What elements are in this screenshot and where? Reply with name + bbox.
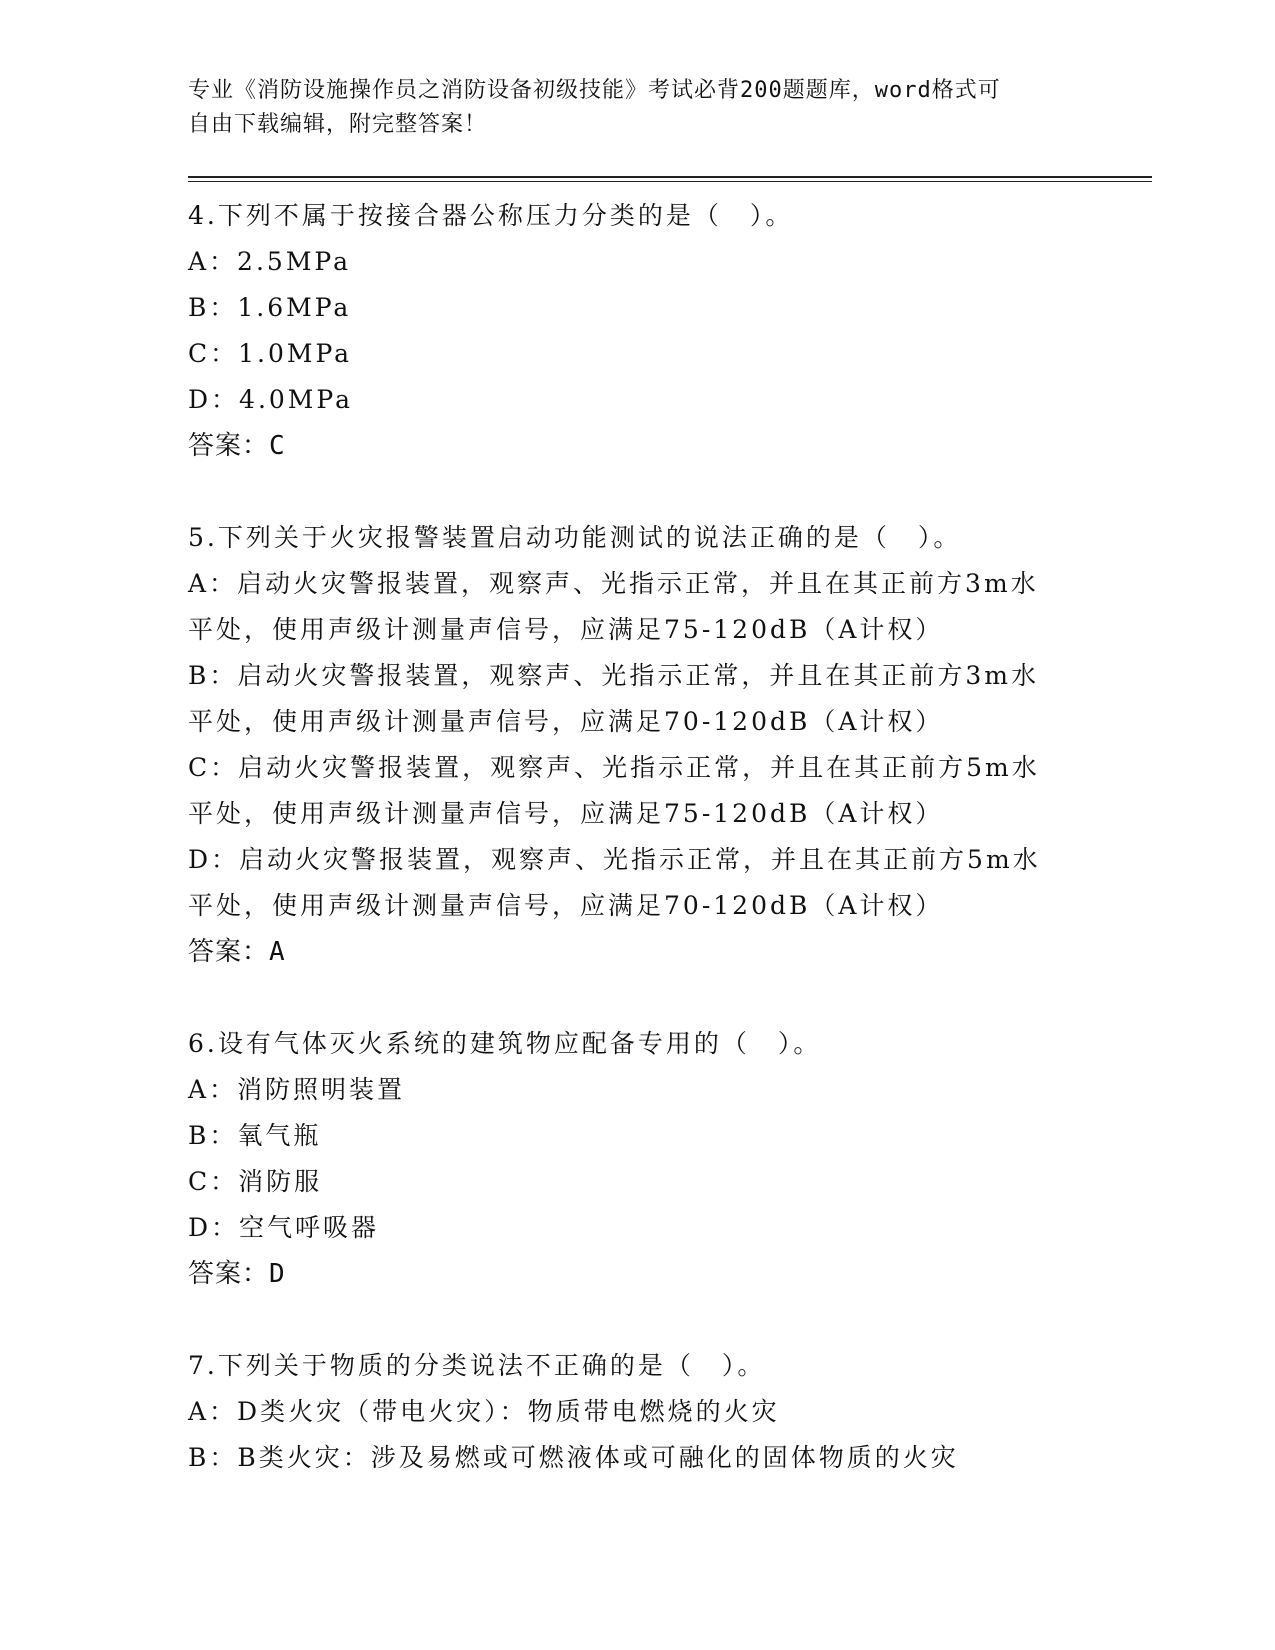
- option-c: C：消防服: [188, 1167, 323, 1196]
- header-divider-thin: [188, 181, 1152, 182]
- option-c: C：1.0MPa: [188, 339, 353, 368]
- option-d-line-2: 平处，使用声级计测量声信号，应满足70-120dB（A计权）: [188, 891, 944, 920]
- option-c-line-1: C：启动火灾警报装置，观察声、光指示正常，并且在其正前方5m水: [188, 753, 1040, 782]
- option-c-line-2: 平处，使用声级计测量声信号，应满足75-120dB（A计权）: [188, 799, 944, 828]
- question-list: [188, 193, 1088, 1481]
- option-a: A：消防照明装置: [188, 1075, 406, 1104]
- option-b: B：B类火灾：涉及易燃或可燃液体或可融化的固体物质的火灾: [188, 1443, 959, 1472]
- answer-line: 答案：D: [188, 1259, 286, 1289]
- question-4: [188, 193, 1088, 469]
- question-5: [188, 515, 1088, 975]
- header-title-line-2: 自由下载编辑，附完整答案！: [188, 112, 488, 137]
- header-divider-thick: [188, 176, 1152, 178]
- header-title-line-1: 专业《消防设施操作员之消防设备初级技能》考试必背200题题库，word格式可: [188, 78, 1001, 103]
- option-b-line-1: B：启动火灾警报装置，观察声、光指示正常，并且在其正前方3m水: [188, 661, 1039, 690]
- option-a-line-2: 平处，使用声级计测量声信号，应满足75-120dB（A计权）: [188, 615, 944, 644]
- question-7: [188, 1343, 1088, 1481]
- option-d-line-1: D：启动火灾警报装置，观察声、光指示正常，并且在其正前方5m水: [188, 845, 1041, 874]
- option-a-line-1: A：启动火灾警报装置，观察声、光指示正常，并且在其正前方3m水: [188, 569, 1039, 598]
- question-stem: 7.下列关于物质的分类说法不正确的是（ ）。: [188, 1351, 766, 1380]
- document-header: [188, 74, 1068, 142]
- option-b-line-2: 平处，使用声级计测量声信号，应满足70-120dB（A计权）: [188, 707, 944, 736]
- option-d: D：空气呼吸器: [188, 1213, 380, 1242]
- question-stem: 4.下列不属于按接合器公称压力分类的是（ ）。: [188, 201, 794, 230]
- question-stem: 5.下列关于火灾报警装置启动功能测试的说法正确的是（ ）。: [188, 523, 962, 552]
- option-a: A：D类火灾（带电火灾）：物质带电燃烧的火灾: [188, 1397, 780, 1426]
- question-stem: 6.设有气体灭火系统的建筑物应配备专用的（ ）。: [188, 1029, 822, 1058]
- question-6: [188, 1021, 1088, 1297]
- option-b: B：氧气瓶: [188, 1121, 322, 1150]
- answer-line: 答案：A: [188, 937, 286, 967]
- answer-line: 答案：C: [188, 431, 286, 461]
- option-d: D：4.0MPa: [188, 385, 354, 414]
- option-a: A：2.5MPa: [188, 247, 352, 276]
- option-b: B：1.6MPa: [188, 293, 352, 322]
